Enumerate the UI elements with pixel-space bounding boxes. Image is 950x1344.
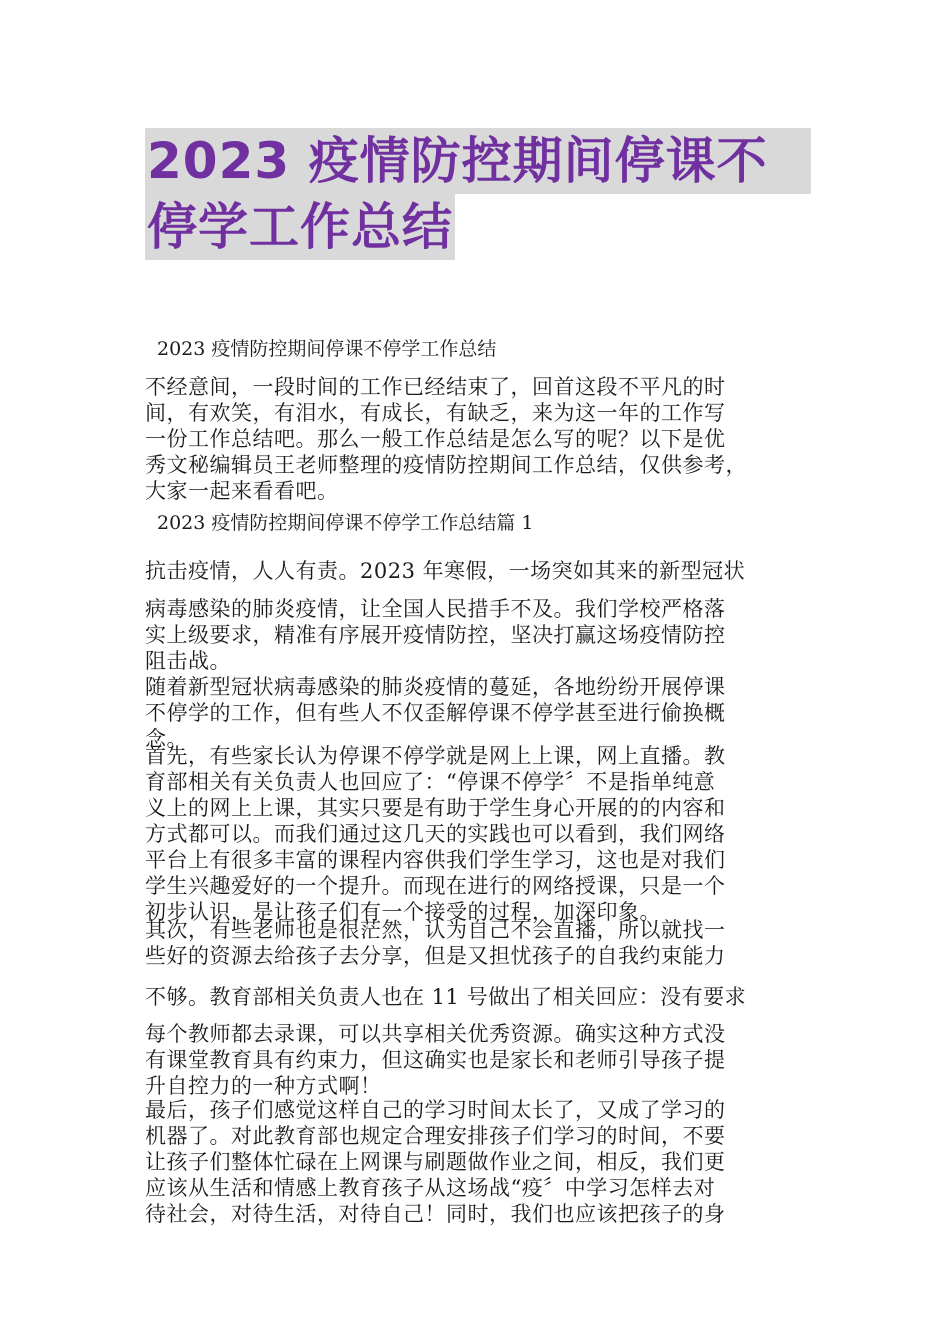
text-line: 不停学的工作，但有些人不仅歪解停课不停学甚至进行偷换概 xyxy=(145,701,726,725)
text-line: 首先，有些家长认为停课不停学就是网上上课，网上直播。教 xyxy=(145,744,726,768)
text-line: 初步认识，是让孩子们有一个接受的过程，加深印象。 xyxy=(145,900,661,924)
text-line: 大家一起来看看吧。 xyxy=(145,479,339,503)
text-line: 不够。教育部相关负责人也在 11 号做出了相关回应：没有要求 xyxy=(145,985,747,1009)
text-line: 应该从生活和情感上教育孩子从这场战“疫〞中学习怎样去对 xyxy=(145,1176,716,1200)
text-line: 有课堂教育具有约束力，但这确实也是家长和老师引导孩子提 xyxy=(145,1048,726,1072)
text-line: 升自控力的一种方式啊！ xyxy=(145,1074,382,1098)
text-line: 病毒感染的肺炎疫情，让全国人民措手不及。我们学校严格落 xyxy=(145,597,726,621)
text-line: 每个教师都去录课，可以共享相关优秀资源。确实这种方式没 xyxy=(145,1022,726,1046)
title-line-2: 停学工作总结 xyxy=(145,194,455,260)
text-line: 平台上有很多丰富的课程内容供我们学生学习，这也是对我们 xyxy=(145,848,726,872)
text-line: 实上级要求，精准有序展开疫情防控，坚决打赢这场疫情防控 xyxy=(145,623,726,647)
paragraph-4 xyxy=(145,917,810,969)
text-line: 些好的资源去给孩子去分享，但是又担忧孩子的自我约束能力 xyxy=(145,944,726,968)
text-line: 学生兴趣爱好的一个提升。而现在进行的网络授课，只是一个 xyxy=(145,874,726,898)
text-line: 方式都可以。而我们通过这几天的实践也可以看到，我们网络 xyxy=(145,822,726,846)
paragraph-4-continued xyxy=(145,984,810,1010)
paragraph-1-first-line xyxy=(145,558,810,584)
document-title xyxy=(145,128,815,260)
text-line: 阻击战。 xyxy=(145,649,231,673)
text-line: 其次，有些老师也是很茫然，认为自己不会直播，所以就找一 xyxy=(145,918,726,942)
paragraph-1 xyxy=(145,596,810,674)
text-line: 育部相关有关负责人也回应了：“停课不停学〞不是指单纯意 xyxy=(145,770,716,794)
text-line: 最后，孩子们感觉这样自己的学习时间太长了，又成了学习的 xyxy=(145,1098,726,1122)
text-line: 义上的网上上课，其实只要是有助于学生身心开展的的内容和 xyxy=(145,796,726,820)
document-subtitle: 2023 疫情防控期间停课不停学工作总结 xyxy=(157,338,497,360)
paragraph-3 xyxy=(145,743,810,925)
text-line: 秀文秘编辑员王老师整理的疫情防控期间工作总结，仅供参考， xyxy=(145,453,747,477)
title-line-1: 2023 疫情防控期间停课不 xyxy=(145,128,811,194)
intro-paragraph xyxy=(145,374,810,504)
paragraph-4-end xyxy=(145,1021,810,1099)
text-line: 抗击疫情，人人有责。2023 年寒假，一场突如其来的新型冠状 xyxy=(145,559,746,583)
text-line: 让孩子们整体忙碌在上网课与刷题做作业之间，相反，我们更 xyxy=(145,1150,726,1174)
text-line: 机器了。对此教育部也规定合理安排孩子们学习的时间，不要 xyxy=(145,1124,726,1148)
paragraph-5 xyxy=(145,1097,810,1227)
paragraph-2 xyxy=(145,674,810,752)
text-line: 随着新型冠状病毒感染的肺炎疫情的蔓延，各地纷纷开展停课 xyxy=(145,675,726,699)
text-line: 念。 xyxy=(145,727,188,751)
text-line: 待社会，对待生活，对待自己！同时，我们也应该把孩子的身 xyxy=(145,1202,726,1226)
text-line: 间，有欢笑，有泪水，有成长，有缺乏，来为这一年的工作写 xyxy=(145,401,726,425)
text-line: 一份工作总结吧。那么一般工作总结是怎么写的呢？以下是优 xyxy=(145,427,726,451)
section-heading: 2023 疫情防控期间停课不停学工作总结篇 1 xyxy=(157,512,534,534)
text-line: 不经意间，一段时间的工作已经结束了，回首这段不平凡的时 xyxy=(145,375,726,399)
